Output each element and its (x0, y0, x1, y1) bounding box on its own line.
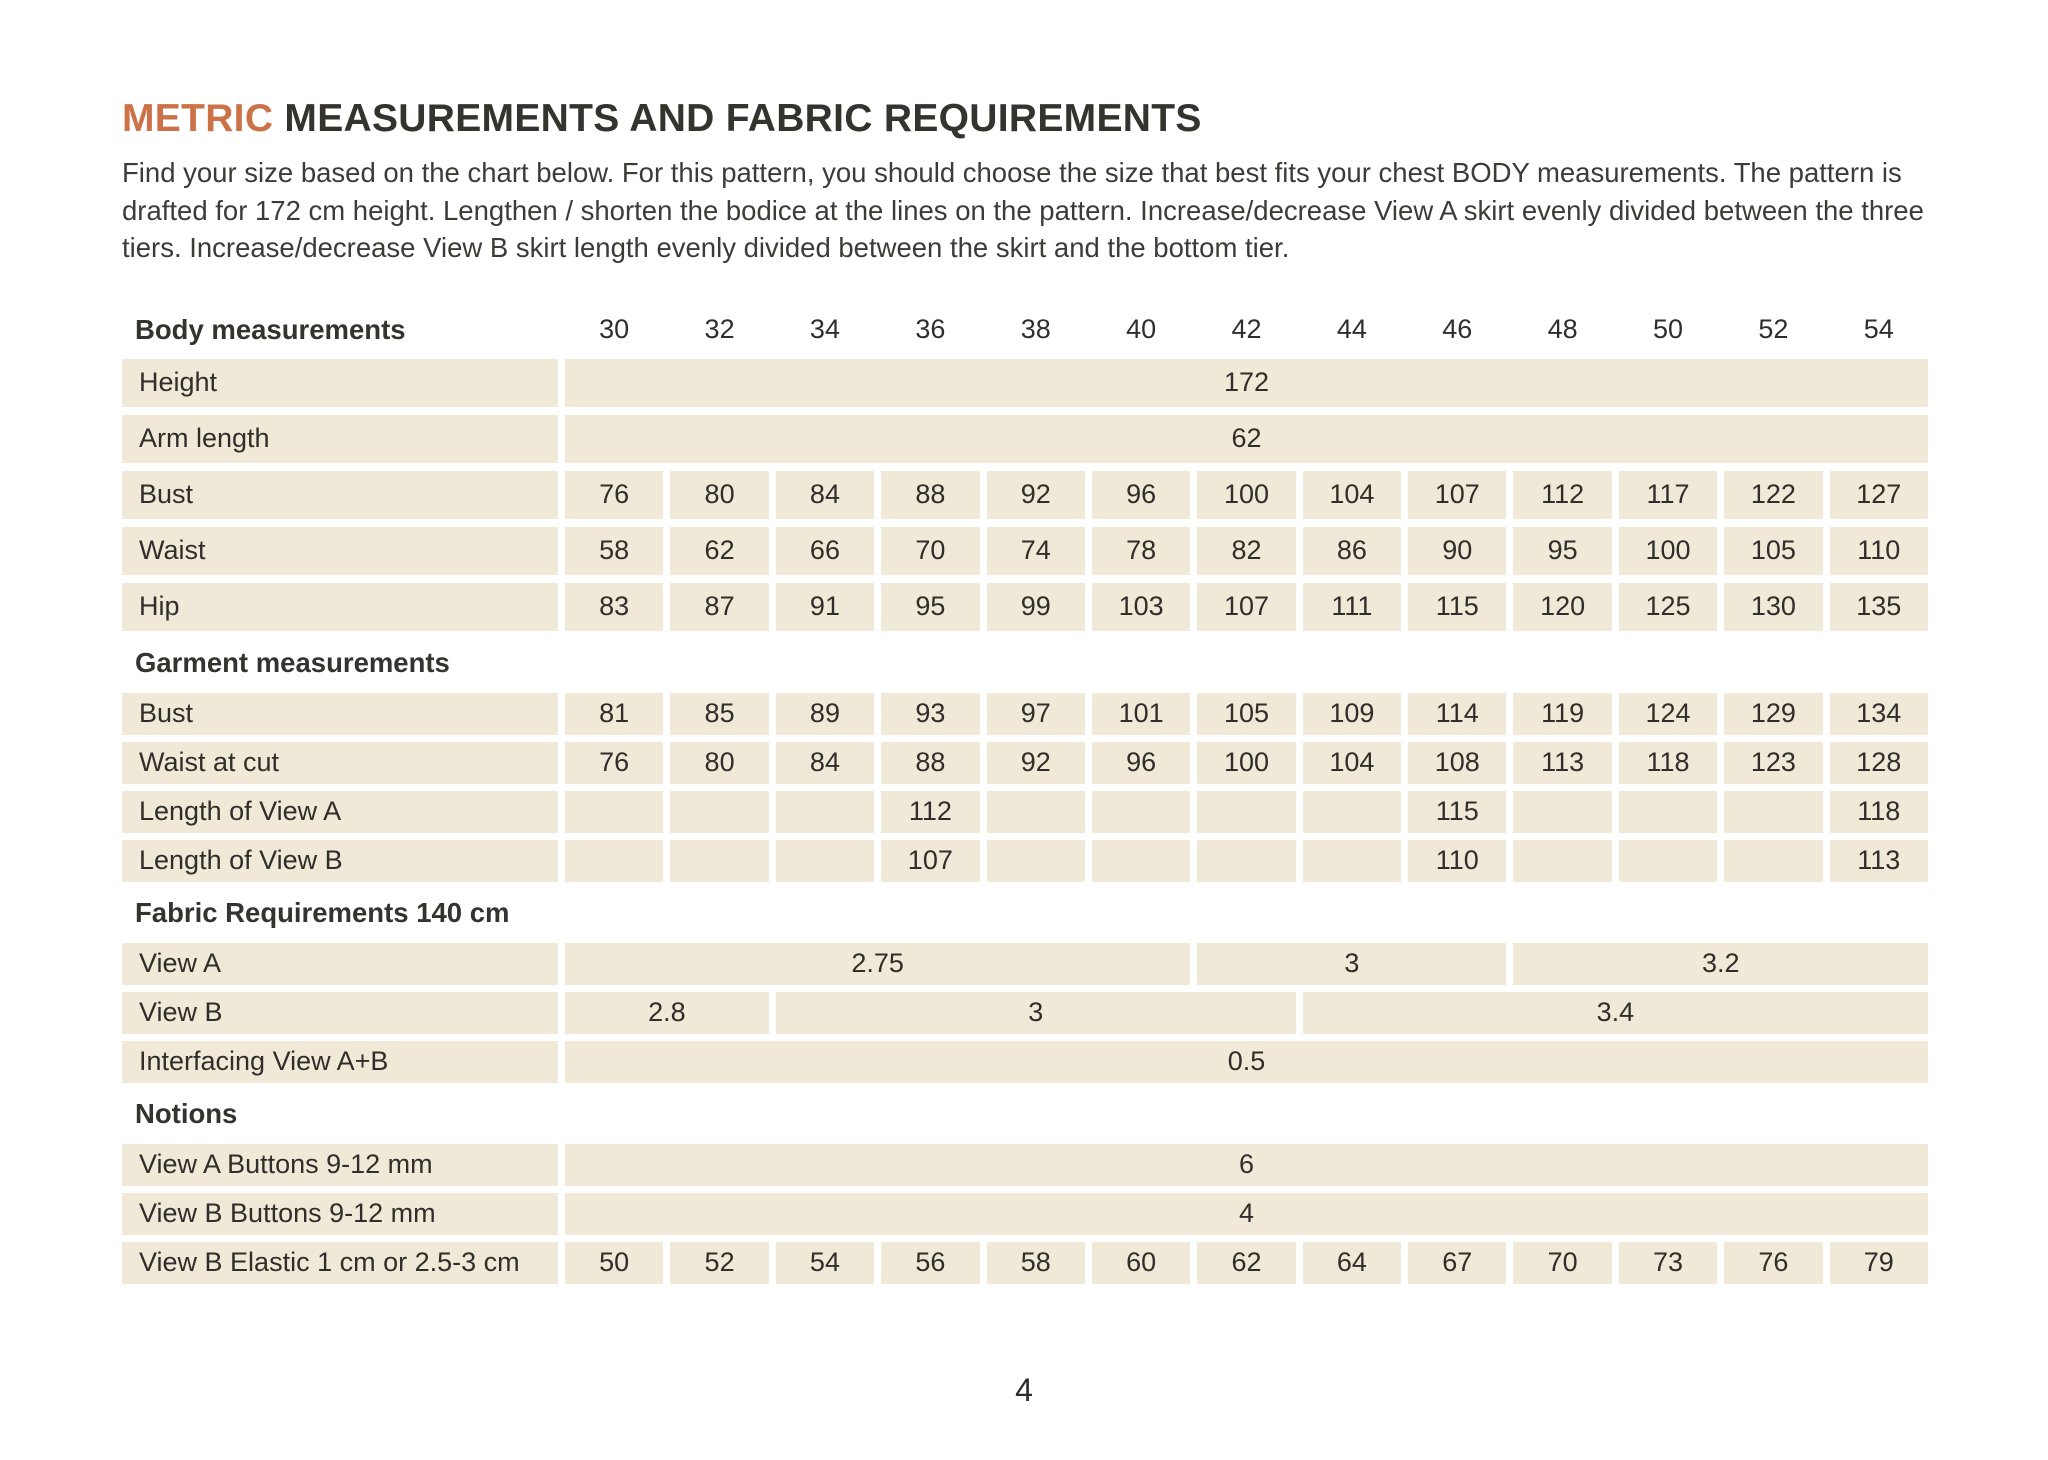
value-cell (565, 840, 663, 882)
value-cell: 81 (565, 693, 663, 735)
size-column-header: 30 (599, 314, 630, 344)
value-cell: 85 (670, 693, 768, 735)
value-cell: 128 (1830, 742, 1928, 784)
section-heading: Garment measurements (135, 646, 450, 678)
value-cell (670, 791, 768, 833)
value-cell: 0.5 (565, 1041, 1928, 1083)
value-cell: 107 (881, 840, 979, 882)
row-label: Length of View B (122, 840, 558, 882)
value-cell: 97 (987, 693, 1085, 735)
value-cell: 76 (1724, 1242, 1822, 1284)
value-cell: 112 (1513, 471, 1611, 519)
value-cell (987, 791, 1085, 833)
value-cell: 60 (1092, 1242, 1190, 1284)
value-cell: 127 (1830, 471, 1928, 519)
size-column-header: 34 (809, 314, 840, 344)
value-cell: 105 (1197, 693, 1295, 735)
value-cell: 58 (987, 1242, 1085, 1284)
row-label: View B Elastic 1 cm or 2.5-3 cm (122, 1242, 558, 1284)
value-cell: 74 (987, 527, 1085, 575)
value-cell: 92 (987, 471, 1085, 519)
row-label: Waist at cut (122, 742, 558, 784)
value-cell: 86 (1303, 527, 1401, 575)
row-label: View A (122, 943, 558, 985)
row-label: Height (122, 359, 558, 407)
value-cell: 6 (565, 1144, 1928, 1186)
value-cell: 80 (670, 742, 768, 784)
value-cell (776, 791, 874, 833)
value-cell: 107 (1197, 583, 1295, 631)
value-cell: 110 (1408, 840, 1506, 882)
value-cell: 109 (1303, 693, 1401, 735)
value-cell: 88 (881, 471, 979, 519)
size-column-header: 40 (1126, 314, 1157, 344)
size-column-header: 32 (704, 314, 735, 344)
value-cell (1303, 791, 1401, 833)
value-cell: 78 (1092, 527, 1190, 575)
value-cell: 113 (1513, 742, 1611, 784)
value-cell: 58 (565, 527, 663, 575)
size-column-header: 52 (1758, 314, 1789, 344)
value-cell: 96 (1092, 742, 1190, 784)
value-cell: 3 (776, 992, 1296, 1034)
row-label: View A Buttons 9-12 mm (122, 1144, 558, 1186)
row-label: Length of View A (122, 791, 558, 833)
value-cell: 84 (776, 471, 874, 519)
row-label: View B Buttons 9-12 mm (122, 1193, 558, 1235)
section-heading: Notions (135, 1097, 238, 1129)
row-label: Arm length (122, 415, 558, 463)
table-row (122, 527, 1928, 575)
value-cell: 83 (565, 583, 663, 631)
value-cell: 112 (881, 791, 979, 833)
table-row (122, 471, 1928, 519)
value-cell: 101 (1092, 693, 1190, 735)
size-column-header: 42 (1231, 314, 1262, 344)
value-cell: 79 (1830, 1242, 1928, 1284)
value-cell (1513, 791, 1611, 833)
value-cell: 100 (1197, 471, 1295, 519)
value-cell: 105 (1724, 527, 1822, 575)
value-cell: 114 (1408, 693, 1506, 735)
value-cell: 120 (1513, 583, 1611, 631)
value-cell (1724, 791, 1822, 833)
row-label: View B (122, 992, 558, 1034)
value-cell: 56 (881, 1242, 979, 1284)
value-cell: 73 (1619, 1242, 1717, 1284)
value-cell: 88 (881, 742, 979, 784)
value-cell: 62 (1197, 1242, 1295, 1284)
value-cell (1619, 840, 1717, 882)
page-title (122, 96, 1928, 142)
value-cell: 90 (1408, 527, 1506, 575)
value-cell: 67 (1408, 1242, 1506, 1284)
value-cell: 66 (776, 527, 874, 575)
value-cell: 62 (670, 527, 768, 575)
value-cell (776, 840, 874, 882)
value-cell: 3 (1197, 943, 1506, 985)
value-cell: 80 (670, 471, 768, 519)
value-cell: 111 (1303, 583, 1401, 631)
value-cell: 54 (776, 1242, 874, 1284)
table-row (122, 943, 1928, 985)
value-cell: 84 (776, 742, 874, 784)
size-header-row (122, 309, 1928, 351)
value-cell: 135 (1830, 583, 1928, 631)
page-title-accent: METRIC (122, 97, 274, 140)
row-label: Bust (122, 471, 558, 519)
value-cell: 76 (565, 742, 663, 784)
value-cell (1092, 840, 1190, 882)
value-cell: 3.4 (1303, 992, 1928, 1034)
size-column-header: 48 (1547, 314, 1578, 344)
value-cell: 50 (565, 1242, 663, 1284)
value-cell (1197, 791, 1295, 833)
value-cell: 91 (776, 583, 874, 631)
table-row (122, 742, 1928, 784)
document-page (122, 96, 1928, 1291)
table-row (122, 992, 1928, 1034)
value-cell: 130 (1724, 583, 1822, 631)
intro-text: Find your size based on the chart below. For this pattern, you should choose the size that best fits your chest BODY measurements. The pattern is drafted for 172 cm height. Lengthen / shorten the bodice at the lines on the pattern. Increase/decrease View A skirt evenly divided between the three tiers. Increase/decrease View B skirt length evenly divided between the skirt and the bottom tier. (122, 157, 1924, 263)
size-column-header: 36 (915, 314, 946, 344)
size-header-label: Body measurements (135, 313, 406, 345)
value-cell: 100 (1197, 742, 1295, 784)
row-label: Interfacing View A+B (122, 1041, 558, 1083)
section-heading: Fabric Requirements 140 cm (135, 896, 510, 928)
value-cell (670, 840, 768, 882)
value-cell: 3.2 (1513, 943, 1928, 985)
table-row (122, 359, 1928, 407)
table-row (122, 791, 1928, 833)
value-cell: 129 (1724, 693, 1822, 735)
page-number: 4 (1015, 1372, 1033, 1408)
value-cell: 70 (1513, 1242, 1611, 1284)
value-cell: 52 (670, 1242, 768, 1284)
value-cell: 119 (1513, 693, 1611, 735)
value-cell (987, 840, 1085, 882)
value-cell: 92 (987, 742, 1085, 784)
value-cell (1724, 840, 1822, 882)
value-cell: 82 (1197, 527, 1295, 575)
value-cell: 99 (987, 583, 1085, 631)
table-row (122, 1144, 1928, 1186)
value-cell: 100 (1619, 527, 1717, 575)
value-cell: 70 (881, 527, 979, 575)
value-cell: 2.8 (565, 992, 769, 1034)
value-cell (1092, 791, 1190, 833)
page-title-rest: MEASUREMENTS AND FABRIC REQUIREMENTS (273, 97, 1202, 140)
size-column-header: 46 (1442, 314, 1473, 344)
value-cell: 117 (1619, 471, 1717, 519)
value-cell (1513, 840, 1611, 882)
row-label: Bust (122, 693, 558, 735)
value-cell: 62 (565, 415, 1928, 463)
value-cell: 107 (1408, 471, 1506, 519)
value-cell (1197, 840, 1295, 882)
value-cell: 113 (1830, 840, 1928, 882)
size-column-header: 50 (1653, 314, 1684, 344)
value-cell: 110 (1830, 527, 1928, 575)
value-cell: 124 (1619, 693, 1717, 735)
value-cell: 123 (1724, 742, 1822, 784)
table-row (122, 1242, 1928, 1284)
table-row (122, 415, 1928, 463)
table-row (122, 1193, 1928, 1235)
value-cell: 89 (776, 693, 874, 735)
value-cell: 64 (1303, 1242, 1401, 1284)
value-cell: 122 (1724, 471, 1822, 519)
value-cell: 115 (1408, 791, 1506, 833)
row-label: Waist (122, 527, 558, 575)
table-row (122, 583, 1928, 631)
value-cell: 118 (1830, 791, 1928, 833)
size-column-header: 38 (1020, 314, 1051, 344)
row-label: Hip (122, 583, 558, 631)
value-cell: 172 (565, 359, 1928, 407)
value-cell (565, 791, 663, 833)
value-cell: 93 (881, 693, 979, 735)
value-cell: 134 (1830, 693, 1928, 735)
size-column-header: 44 (1336, 314, 1367, 344)
value-cell: 103 (1092, 583, 1190, 631)
value-cell: 2.75 (565, 943, 1190, 985)
value-cell: 95 (881, 583, 979, 631)
value-cell: 87 (670, 583, 768, 631)
value-cell: 104 (1303, 742, 1401, 784)
table-row (122, 693, 1928, 735)
table-row (122, 1041, 1928, 1083)
size-column-header: 54 (1863, 314, 1894, 344)
value-cell: 125 (1619, 583, 1717, 631)
measurement-table (122, 309, 1928, 1284)
value-cell (1619, 791, 1717, 833)
value-cell (1303, 840, 1401, 882)
value-cell: 76 (565, 471, 663, 519)
value-cell: 104 (1303, 471, 1401, 519)
value-cell: 108 (1408, 742, 1506, 784)
value-cell: 115 (1408, 583, 1506, 631)
value-cell: 4 (565, 1193, 1928, 1235)
value-cell: 118 (1619, 742, 1717, 784)
value-cell: 95 (1513, 527, 1611, 575)
table-row (122, 840, 1928, 882)
value-cell: 96 (1092, 471, 1190, 519)
